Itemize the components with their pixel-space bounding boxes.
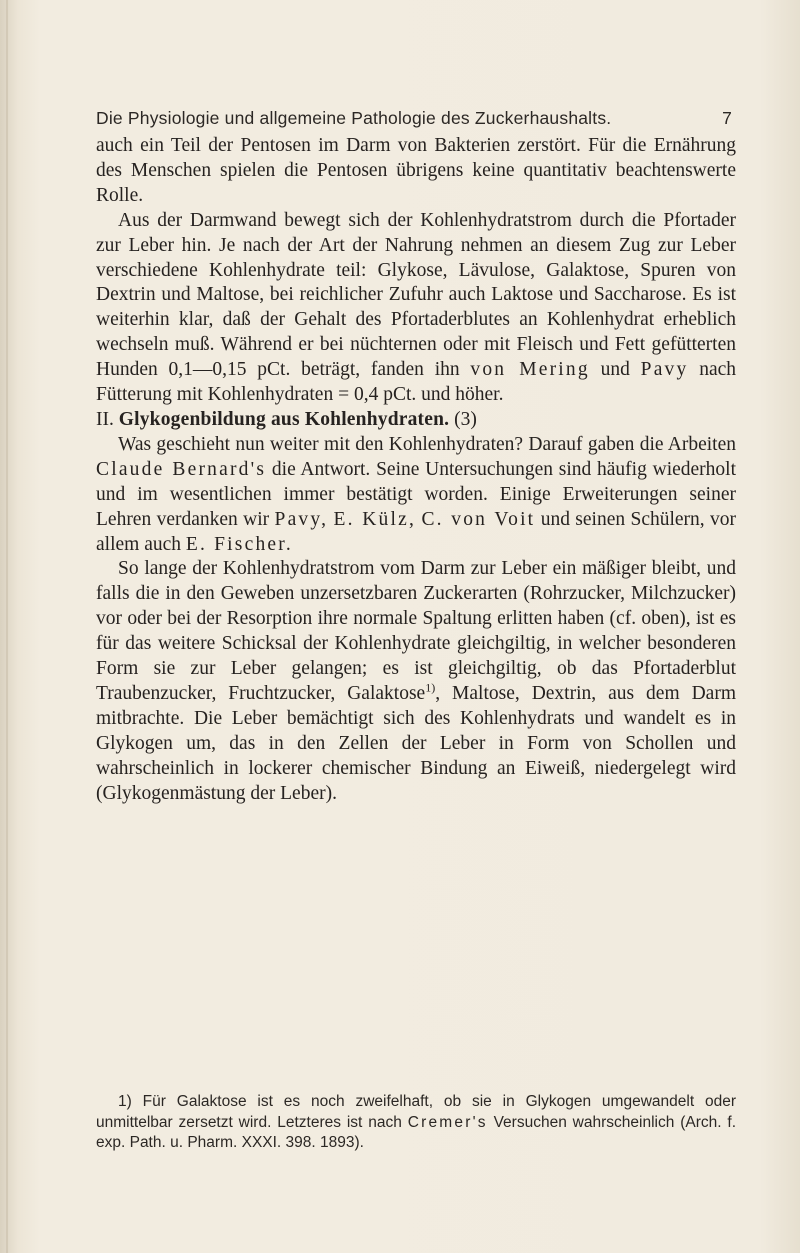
- running-title: Die Physiologie und allgemeine Pathologie des Zuckerhaushalts.: [96, 108, 612, 128]
- author-name-kuelz: E. Külz,: [333, 508, 417, 530]
- section-reference: (3): [454, 408, 477, 430]
- author-name-pavy: Pavy: [640, 359, 689, 381]
- running-header: [96, 108, 732, 129]
- section-heading: [96, 408, 736, 433]
- author-name-mering: von Mering: [470, 359, 590, 381]
- paragraph-4: So lange der Kohlenhydratstrom vom Darm zur Leber ein mäßiger bleibt, und falls die in den Geweben unzersetzbaren Zuckerarten (Rohrzucker, Milchzucker) vor oder bei der Resorption ihre normale Spaltung erlitten haben (cf. oben), ist es für das weitere Schicksal der Kohlenhydrate gleichgiltig, in welcher besonderen Form sie zur Leber gelangen; es ist gleichgiltig, ob das Pfortaderblut Traubenzucker, Fruchtzucker, Galaktose$^{1)}$, Maltose, Dextrin, aus dem Darm mitbrachte. Die Leber bemächtigt sich des Kohlenhydrats und wandelt es in Glykogen um, das in den Zellen der Leber in Form von Schollen und wahrscheinlich in lockerer chemischer Bindung an Eiweiß, niedergelegt wird (Glykogenmästung der Leber).: [96, 558, 736, 804]
- author-name-pavy-2: Pavy,: [274, 508, 329, 530]
- author-name-fischer: E. Fischer.: [185, 533, 293, 555]
- footnote: [96, 1092, 736, 1154]
- author-name-voit: C. von Voit: [421, 508, 536, 530]
- main-text: [96, 134, 736, 806]
- paragraph-3: Was geschieht nun weiter mit den Kohlenhydraten? Darauf gaben die Arbeiten Claude Bernard's die Antwort. Seine Untersuchungen sind häufig wiederholt und im wesentlichen immer bestätigt worden. Einige Erweiterungen seiner Lehren verdanken wir Pavy, E. Külz, C. von Voit und seinen Schülern, vor allem auch E. Fischer.: [96, 433, 737, 555]
- author-name-cremer: Cremer's: [407, 1113, 488, 1131]
- page-gutter: [6, 0, 8, 1253]
- author-name-bernard: Claude Bernard's: [96, 458, 267, 480]
- footnote-1: 1) Für Galaktose ist es noch zweifelhaft, ob sie in Glykogen umgewandelt oder unmittelbar zersetzt wird. Letzteres ist nach Cremer's Versuchen wahrscheinlich (Arch. f. exp. Path. u. Pharm. XXXI. 398. 1893).: [96, 1093, 737, 1151]
- section-number: II.: [96, 408, 114, 430]
- footnote-reference: 1): [425, 680, 436, 695]
- footnote-marker: 1): [118, 1093, 132, 1110]
- paragraph-1: auch ein Teil der Pentosen im Darm von Bakterien zerstört. Für die Ernährung des Menschen spielen die Pentosen übrigens keine quantitativ beachtenswerte Rolle.: [96, 135, 736, 206]
- section-title: Glykogenbildung aus Kohlenhydraten.: [118, 408, 450, 430]
- paragraph-2: Aus der Darmwand bewegt sich der Kohlenhydratstrom durch die Pfortader zur Leber hin. Je nach der Art der Nahrung nehmen an diesem Zug zur Leber verschiedene Kohlenhydrate teil: Glykose, Lävulose, Galaktose, Spuren von Dextrin und Maltose, bei reichlicher Zufuhr auch Laktose und Saccharose. Es ist weiterhin klar, daß der Gehalt des Pfortaderblutes an Kohlenhydrat erheblich wechseln muß. Während er bei nüchternen oder mit Fleisch und Fett gefütterten Hunden 0,1—0,15 pCt. beträgt, fanden ihn von Mering und Pavy nach Fütterung mit Kohlenhydraten = 0,4 pCt. und höher.: [96, 209, 737, 406]
- page-number: 7: [722, 108, 732, 128]
